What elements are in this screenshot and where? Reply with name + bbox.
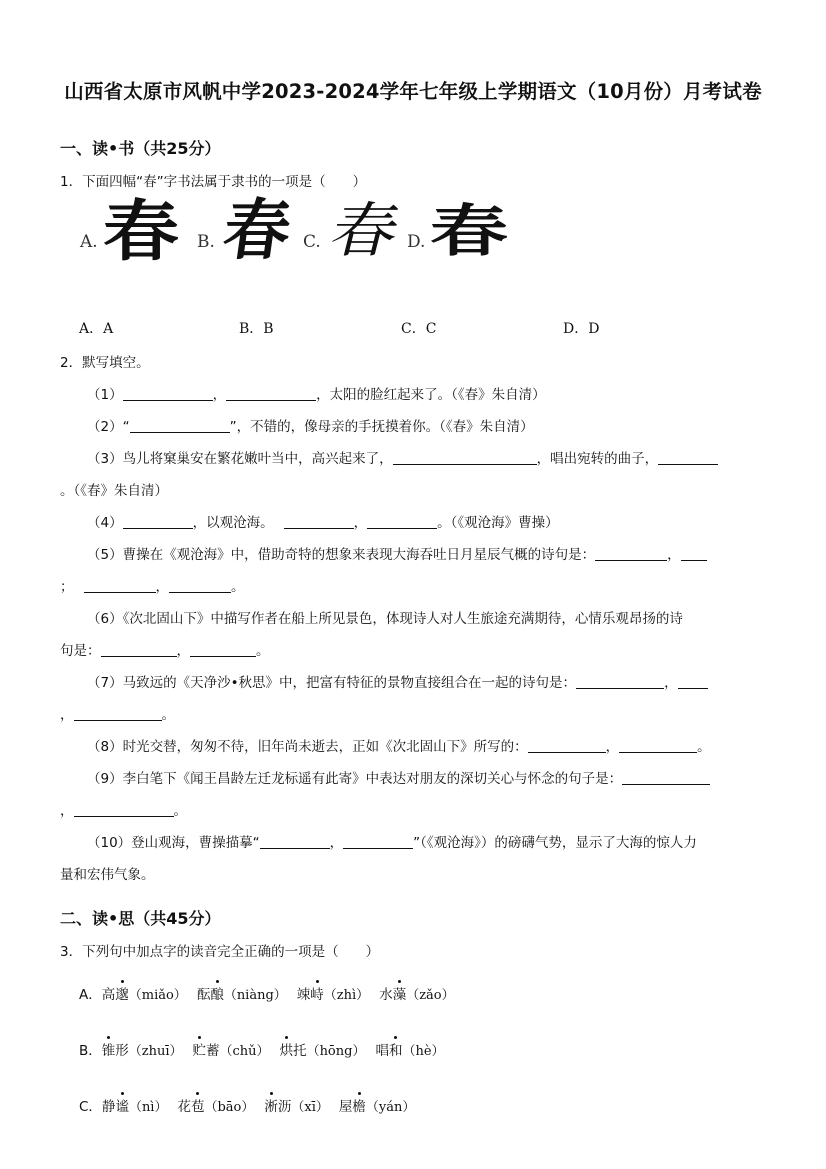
pinyin: （zhì） bbox=[323, 988, 370, 1003]
section-heading-2: 二、读•思（共45分） bbox=[60, 909, 221, 928]
pinyin: （xī） bbox=[291, 1100, 329, 1115]
word-char: 花 bbox=[177, 1099, 191, 1115]
q2-line-1-label: （1） bbox=[87, 387, 123, 403]
q2-line-1 bbox=[87, 383, 546, 403]
q2-line-4-source: 。（《观沧海》曹操） bbox=[437, 515, 559, 531]
section-heading-1: 一、读•书（共25分） bbox=[60, 139, 221, 158]
calligraphy-label-b: B. bbox=[197, 232, 215, 252]
calligraphy-char-c: 春 bbox=[323, 195, 407, 266]
q2-line-7-cont bbox=[60, 703, 175, 723]
q3-option-c[interactable] bbox=[79, 1095, 415, 1115]
pinyin: （hōng） bbox=[306, 1044, 366, 1059]
answer-blank[interactable] bbox=[74, 706, 162, 721]
q2-line-9-text: （9）李白笔下《闻王昌龄左迁龙标遥有此寄》中表达对朋友的深切关心与怀念的句子是： bbox=[87, 771, 623, 787]
q2-line-9 bbox=[87, 767, 710, 787]
dotted-char: 峙 bbox=[310, 983, 324, 1003]
answer-blank[interactable] bbox=[367, 514, 437, 529]
pinyin: （miǎo） bbox=[128, 988, 187, 1003]
dotted-char: 淅 bbox=[264, 1095, 278, 1115]
word-char: 蓄 bbox=[206, 1043, 220, 1059]
q2-line-7-text: （7）马致远的《天净沙•秋思》中，把富有特征的景物直接组合在一起的诗句是： bbox=[87, 675, 577, 691]
q2-line-5 bbox=[87, 543, 707, 563]
dotted-char: 烘 bbox=[280, 1039, 294, 1059]
word-char: 酝 bbox=[196, 987, 211, 1003]
q2-line-8 bbox=[87, 735, 711, 755]
q2-line-9-cont bbox=[60, 799, 187, 819]
q2-period: 。 bbox=[161, 707, 175, 723]
q3-option-c-label: C．静 bbox=[79, 1099, 116, 1115]
calligraphy-char-d: 春 bbox=[430, 197, 508, 265]
answer-blank[interactable] bbox=[226, 386, 316, 401]
pinyin: （niàng） bbox=[223, 988, 287, 1003]
answer-blank[interactable] bbox=[595, 546, 667, 561]
q2-line-2-label: （2）“ bbox=[87, 419, 130, 435]
q2-line-1-text: ，太阳的脸红起来了。（《春》朱自清） bbox=[316, 387, 546, 403]
calligraphy-label-c: C. bbox=[303, 232, 321, 252]
q2-line-7 bbox=[87, 671, 708, 691]
q2-period: 。 bbox=[173, 803, 187, 819]
answer-blank[interactable] bbox=[123, 386, 213, 401]
calligraphy-char-a: 春 bbox=[103, 192, 179, 270]
q2-comma: ， bbox=[664, 675, 678, 691]
q2-line-3 bbox=[87, 447, 718, 467]
q3-option-a-label: A．高 bbox=[79, 987, 116, 1003]
answer-blank[interactable] bbox=[528, 738, 606, 753]
q1-option-b[interactable]: B．B bbox=[239, 321, 274, 337]
q3-option-b[interactable] bbox=[79, 1039, 445, 1059]
answer-blank[interactable] bbox=[343, 834, 413, 849]
q1-option-c[interactable]: C．C bbox=[401, 321, 437, 337]
calligraphy-image bbox=[80, 192, 520, 286]
calligraphy-label-d: D. bbox=[407, 232, 426, 252]
q2-comma: ， bbox=[155, 579, 169, 595]
calligraphy-char-b: 春 bbox=[218, 192, 296, 269]
q2-comma: ， bbox=[60, 803, 74, 819]
q1-option-a[interactable]: A．A bbox=[79, 321, 114, 337]
dotted-char: 锥 bbox=[102, 1039, 116, 1059]
q2-comma: ， bbox=[667, 547, 681, 563]
q2-line-3-cont: 。（《春》朱自清） bbox=[60, 483, 168, 499]
question-1-stem: 1．下面四幅“春”字书法属于隶书的一项是（ ） bbox=[60, 174, 367, 190]
q2-line-2 bbox=[87, 415, 534, 435]
pinyin: （nì） bbox=[128, 1100, 168, 1115]
q2-line-3-text: （3）鸟儿将窠巢安在繁花嫩叶当中，高兴起来了， bbox=[87, 451, 393, 467]
question-2-stem: 2．默写填空。 bbox=[60, 355, 150, 371]
dotted-char: 酿 bbox=[210, 983, 224, 1003]
answer-blank[interactable] bbox=[101, 642, 177, 657]
q2-comma: ， bbox=[329, 835, 344, 851]
answer-blank[interactable] bbox=[619, 738, 697, 753]
answer-blank[interactable] bbox=[576, 674, 664, 689]
pinyin: （hè） bbox=[402, 1044, 445, 1059]
answer-blank[interactable] bbox=[169, 578, 231, 593]
dotted-char: 苞 bbox=[191, 1095, 205, 1115]
q2-line-10 bbox=[87, 831, 697, 851]
pinyin: （zhuī） bbox=[128, 1044, 183, 1059]
dotted-char: 檐 bbox=[352, 1095, 366, 1115]
pinyin: （yán） bbox=[365, 1100, 416, 1115]
q2-line-2-text: ”，不错的，像母亲的手抚摸着你。（《春》朱自清） bbox=[229, 419, 534, 435]
q2-line-6-cont bbox=[60, 639, 270, 659]
q2-comma: ， bbox=[353, 515, 368, 531]
q2-period: 。 bbox=[697, 739, 711, 755]
answer-blank[interactable] bbox=[678, 674, 708, 689]
q2-line-10-text: （10）登山观海，曹操描摹“ bbox=[87, 835, 260, 851]
answer-blank[interactable] bbox=[123, 514, 193, 529]
answer-blank[interactable] bbox=[393, 450, 537, 465]
word-char: 水 bbox=[379, 987, 393, 1003]
answer-blank[interactable] bbox=[74, 802, 174, 817]
pinyin: （chǔ） bbox=[219, 1044, 270, 1059]
page-title: 山西省太原市风帆中学2023-2024学年七年级上学期语文（10月份）月考试卷 bbox=[64, 80, 762, 103]
dotted-char: 谧 bbox=[115, 1095, 129, 1115]
q2-comma: ， bbox=[605, 739, 620, 755]
q2-comma: ， bbox=[60, 707, 74, 723]
q2-line-4-label: （4） bbox=[87, 515, 123, 531]
word-char: 形 bbox=[115, 1043, 129, 1059]
answer-blank[interactable] bbox=[260, 834, 330, 849]
word-char: 唱 bbox=[375, 1043, 389, 1059]
q2-period: 。 bbox=[256, 643, 270, 659]
dotted-char: 邈 bbox=[115, 983, 129, 1003]
q3-option-a[interactable] bbox=[79, 983, 455, 1003]
q2-comma: ， bbox=[212, 387, 227, 403]
answer-blank[interactable] bbox=[130, 418, 230, 433]
q2-line-5-text: （5）曹操在《观沧海》中，借助奇特的想象来表现大海吞吐日月星辰气概的诗句是： bbox=[87, 547, 596, 563]
q1-option-d[interactable]: D．D bbox=[563, 321, 600, 337]
q2-line-10-cont: 量和宏伟气象。 bbox=[60, 867, 155, 883]
word-char: 竦 bbox=[296, 987, 311, 1003]
q2-line-3-text-b: ，唱出宛转的曲子， bbox=[536, 451, 659, 467]
q2-period: 。 bbox=[231, 579, 245, 595]
pinyin: （bāo） bbox=[204, 1100, 255, 1115]
dotted-char: 和 bbox=[389, 1039, 403, 1059]
word-char: 托 bbox=[293, 1043, 307, 1059]
q2-line-6: （6）《次北固山下》中描写作者在船上所见景色，体现诗人对人生旅途充满期待，心情乐观昂扬的诗 bbox=[87, 611, 683, 627]
q2-line-4-text: ，以观沧海。 bbox=[192, 515, 274, 531]
q2-line-4 bbox=[87, 511, 559, 531]
calligraphy-label-a: A. bbox=[80, 232, 98, 252]
q2-semicolon: ； bbox=[60, 579, 74, 595]
q2-line-8-text: （8）时光交替，匆匆不待，旧年尚未逝去，正如《次北固山下》所写的： bbox=[87, 739, 528, 755]
answer-blank[interactable] bbox=[190, 642, 256, 657]
dotted-char: 藻 bbox=[393, 983, 407, 1003]
q2-line-6-text: 句是： bbox=[60, 643, 101, 659]
q2-line-10-text-b: ”（《观沧海》）的磅礴气势，显示了大海的惊人力 bbox=[413, 835, 697, 851]
pinyin: （zǎo） bbox=[406, 988, 455, 1003]
q3-option-b-label: B． bbox=[79, 1043, 102, 1059]
q2-comma: ， bbox=[176, 643, 190, 659]
answer-blank[interactable] bbox=[658, 450, 718, 465]
dotted-char: 贮 bbox=[193, 1039, 207, 1059]
answer-blank[interactable] bbox=[681, 546, 707, 561]
question-3-stem: 3．下列句中加点字的读音完全正确的一项是（ ） bbox=[60, 944, 380, 960]
answer-blank[interactable] bbox=[284, 514, 354, 529]
word-char: 沥 bbox=[277, 1099, 292, 1115]
q2-line-5-cont bbox=[60, 575, 245, 595]
word-char: 屋 bbox=[338, 1099, 353, 1115]
answer-blank[interactable] bbox=[84, 578, 156, 593]
answer-blank[interactable] bbox=[622, 770, 710, 785]
